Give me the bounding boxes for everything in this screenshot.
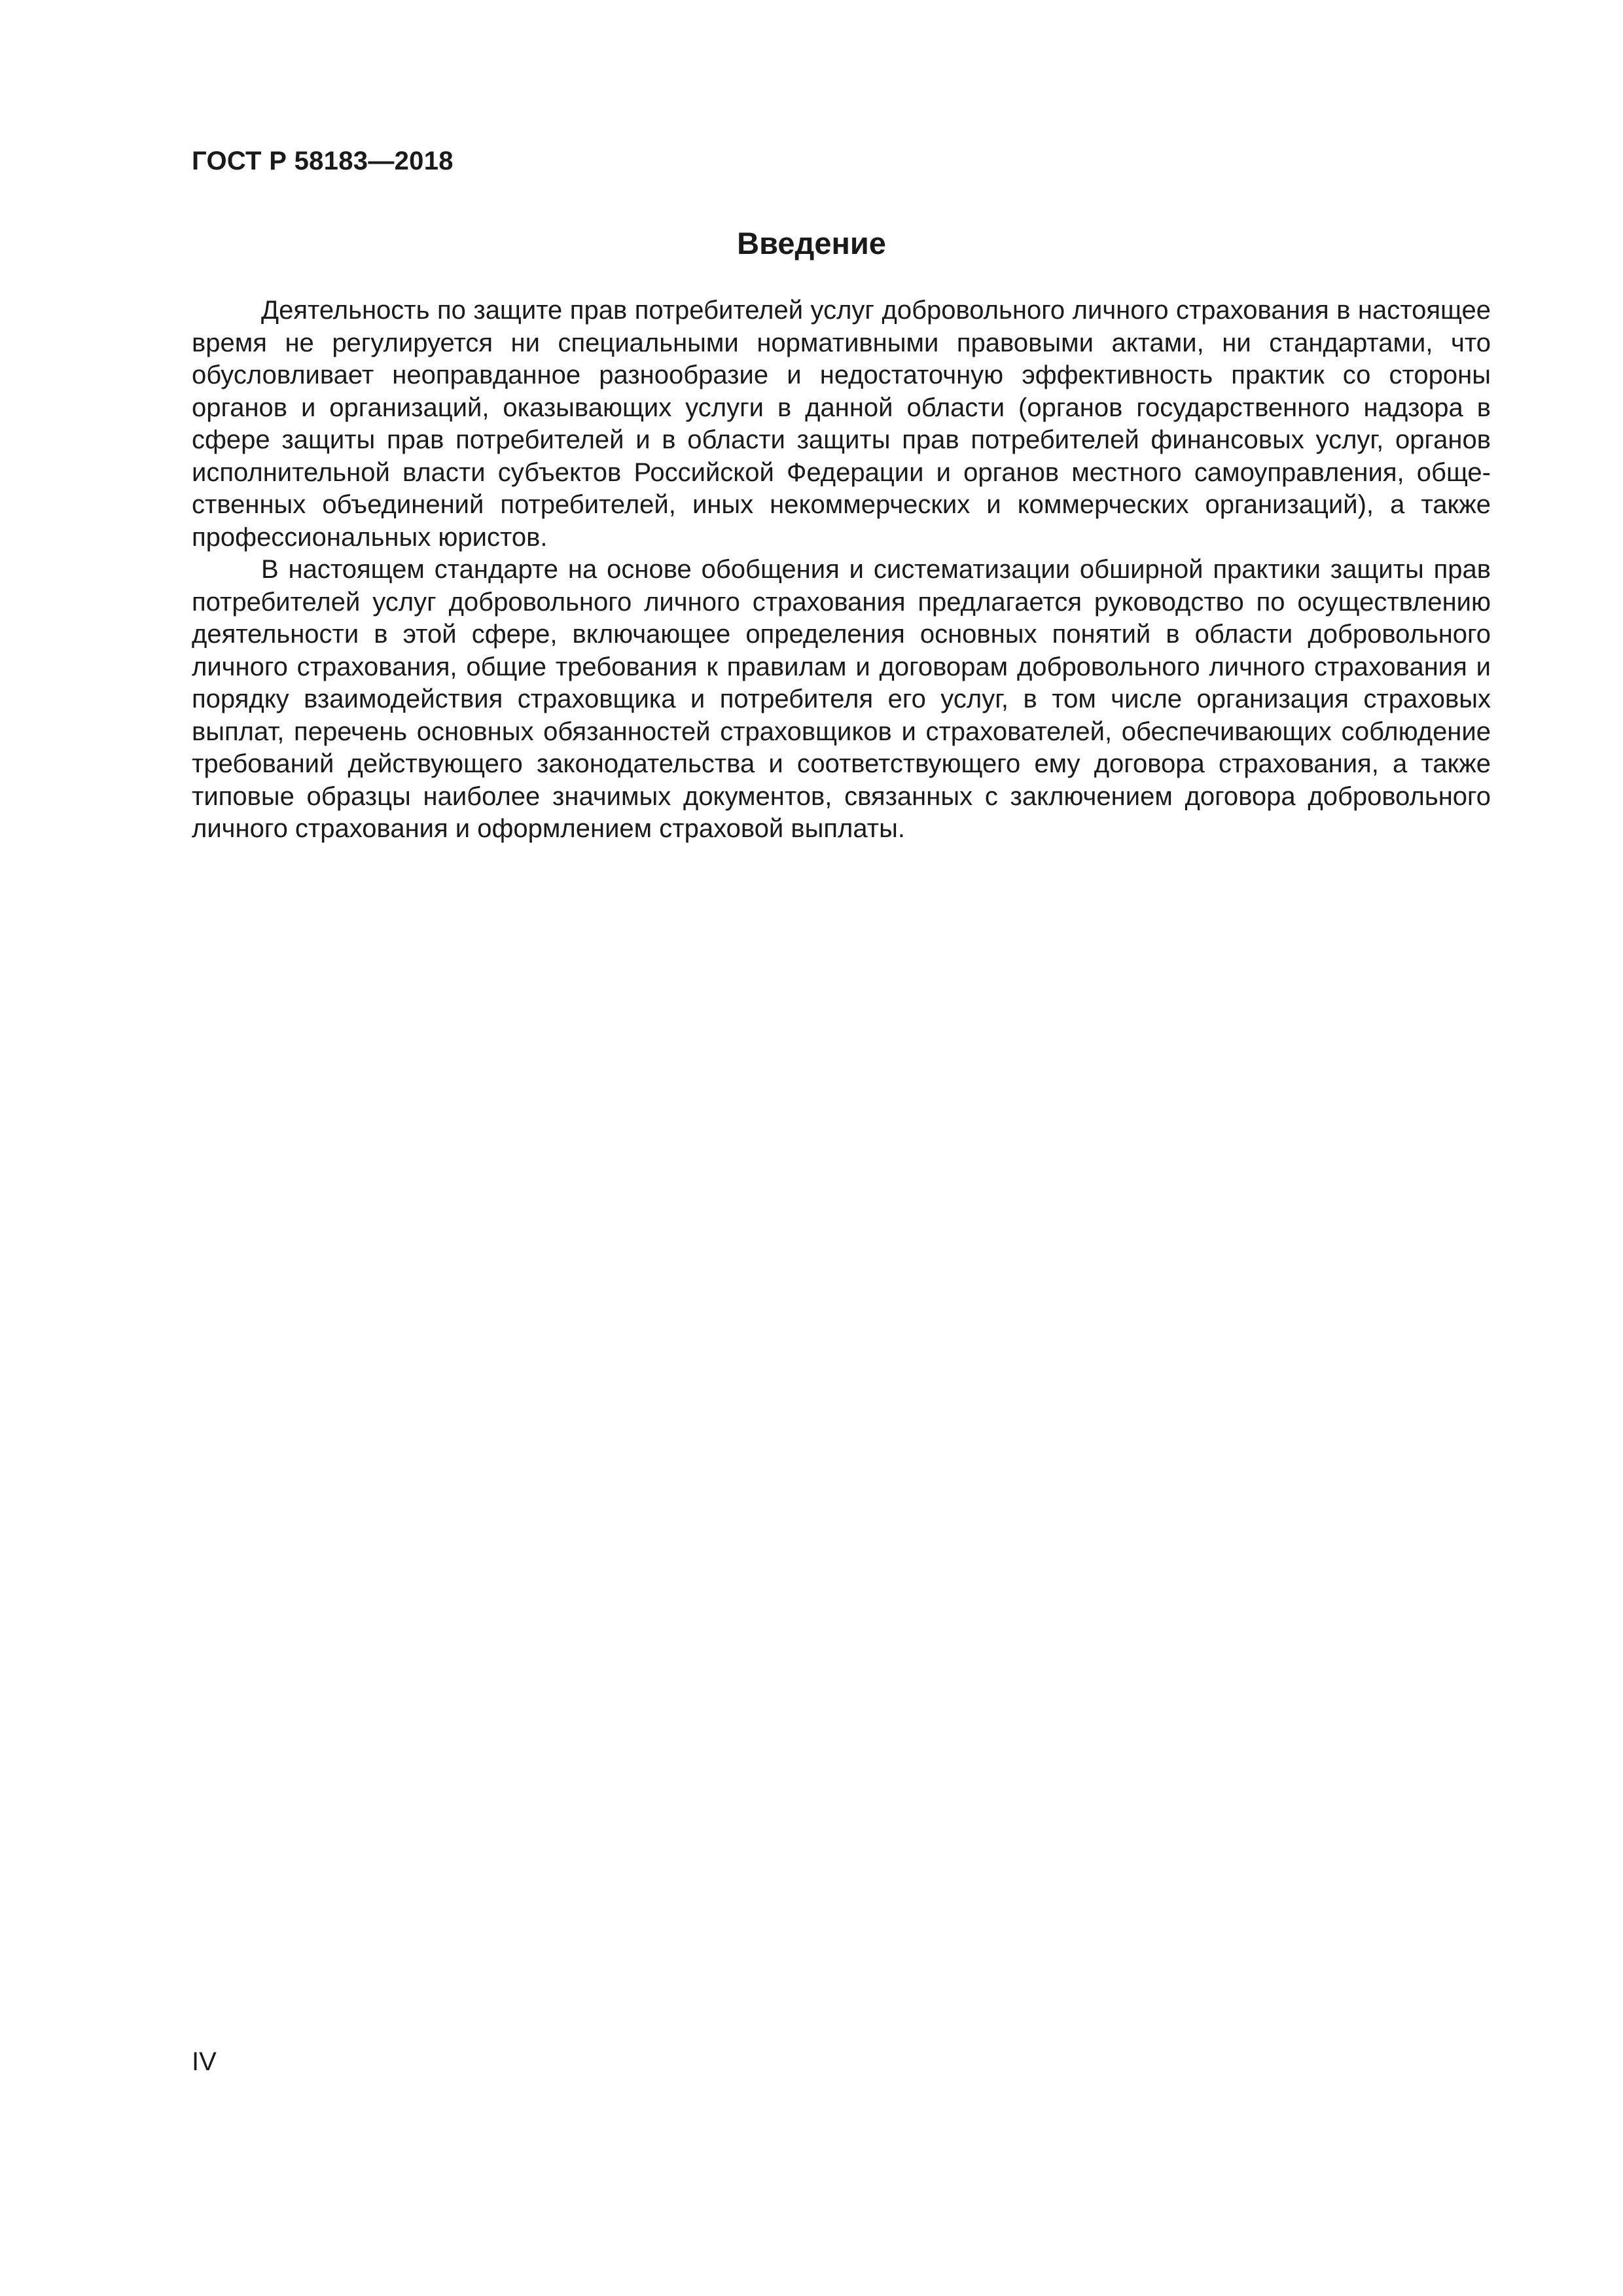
paragraph-2: В настоящем стандарте на основе обобщения и систематизации обширной практики защиты прав потребителей услуг добровольного личного страхования предлагается руководство по осуществлению деятельности в этой сфере, включающее определения основных понятий в области добровольного личного страхования, общие требования к правилам и договорам добровольного личного страхования и порядку взаимодействия страховщика и потребителя его услуг, в том числе организация страховых выплат, перечень основных обязанностей страховщиков и страхователей, обеспечивающих соблюдение требований действующего законодательства и соответствующего ему договора страхования, а также типовые образцы наиболее значимых документов, связанных с заключением договора добровольного личного страхования и оформлением страховой выплаты. (192, 555, 1491, 843)
page-number: IV (192, 2047, 217, 2076)
document-code: ГОСТ Р 58183—2018 (192, 147, 454, 175)
paragraph-1: Деятельность по защите прав потребителей услуг добровольного личного страхования в настоящее время не регулируется ни специальными нормативными правовыми актами, ни стандартами, что обусловливает неоправданное разнообразие и недостаточную эффективность практик со стороны органов и организаций, оказывающих услуги в данной области (органов государственного надзора в сфере защиты прав потребителей и в области защиты прав потребителей финансовых услуг, органов исполнительной власти субъектов Российской Федерации и органов местного самоуправления, общественных объединений потребителей, иных некоммерческих и коммерческих организаций), а также профессиональных юристов. (192, 296, 1491, 552)
section-title: Введение (737, 226, 886, 260)
body-text (192, 295, 1491, 846)
